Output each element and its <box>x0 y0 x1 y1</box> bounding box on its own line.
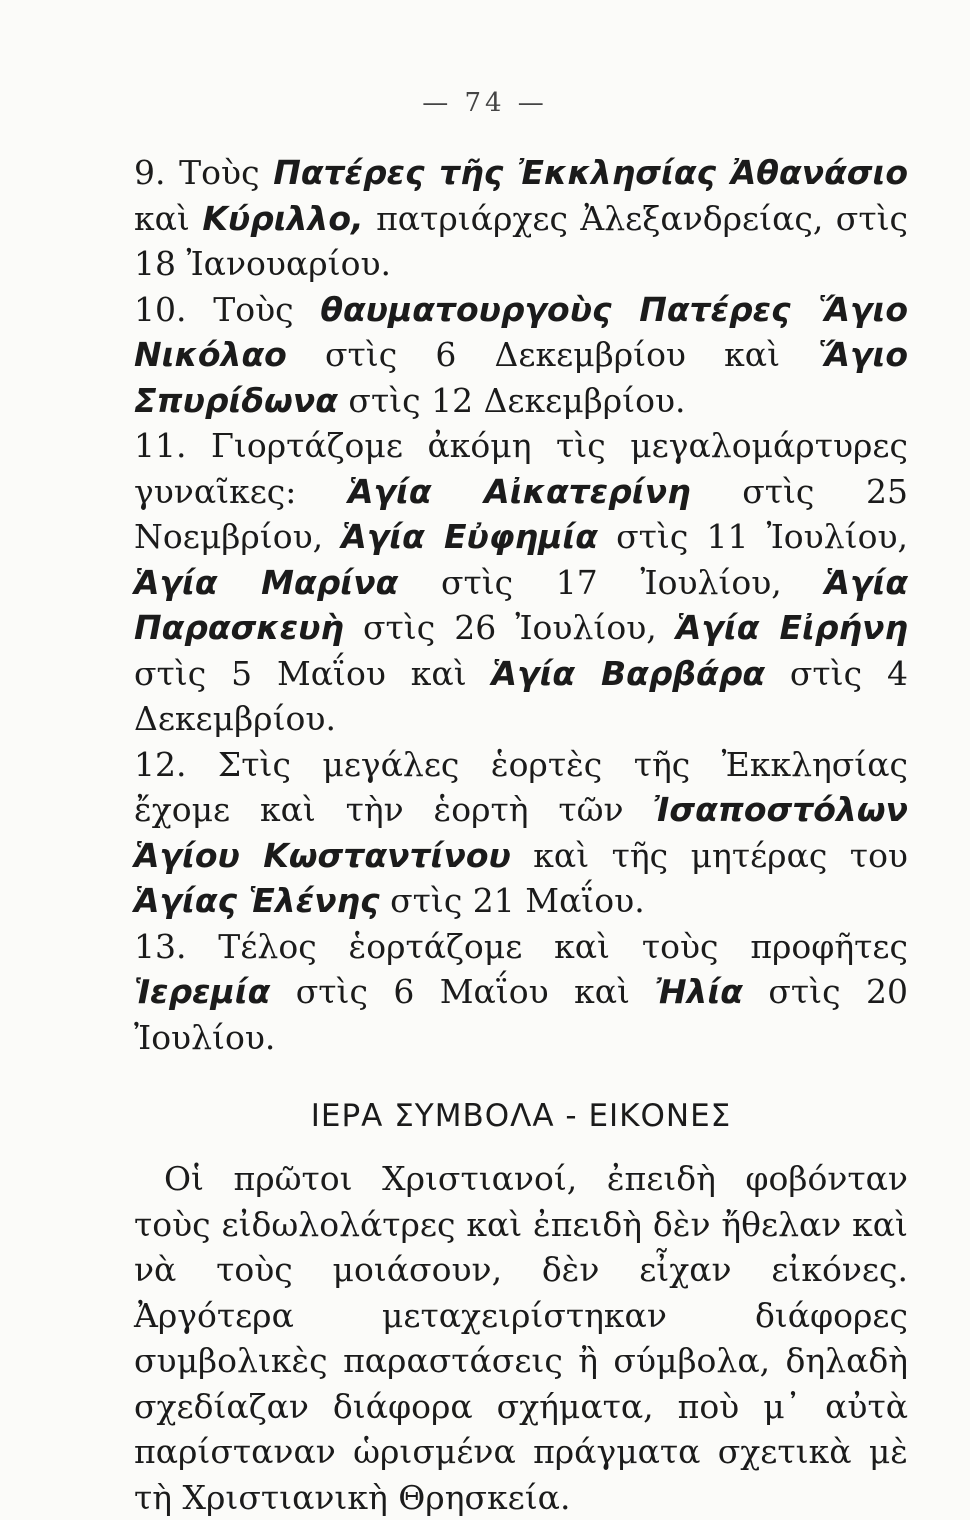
entry-text: Τοὺς <box>165 153 274 192</box>
entry-text: Τέλος ἑορτάζομε καὶ τοὺς προφῆτες <box>186 926 908 966</box>
entry-number: 9. <box>134 153 166 192</box>
entry-emphasis: Ἅγιο Σπυρίδωνα <box>134 335 908 420</box>
entry-text: Στὶς μεγάλες ἑορτὲς τῆς Ἐκκλησίας ἔχομε καὶ τὴν ἑορτὴ τῶν <box>134 744 908 829</box>
entry-text: στὶς 4 Δεκεμβρίου. <box>134 653 908 738</box>
entry-text: στὶς 6 Μαΐου καὶ <box>270 972 656 1011</box>
feast-entry-12 <box>134 742 908 924</box>
entry-text: στὶς 6 Δεκεμβρίου καὶ <box>286 335 819 374</box>
feast-entry-13 <box>134 924 908 1061</box>
entry-number: 12. <box>134 744 187 784</box>
feast-entry-11 <box>134 423 908 742</box>
entry-emphasis: Κύριλλο, <box>202 198 364 238</box>
entry-emphasis: Ἁγία Μαρίνα <box>134 562 399 602</box>
entry-text: στὶς 25 Νοεμβρίου, <box>134 471 908 556</box>
entry-text: στὶς 21 Μαΐου. <box>379 881 645 920</box>
entry-number: 11. <box>134 426 187 465</box>
entry-text: στὶς 26 Ἰουλίου, <box>343 608 676 647</box>
entry-text: Τοὺς <box>186 289 321 329</box>
feast-entry-9 <box>134 150 908 287</box>
section-heading: ΙΕΡΑ ΣΥΜΒΟΛΑ - ΕΙΚΟΝΕΣ <box>310 1098 732 1134</box>
entry-text: στὶς 20 Ἰουλίου. <box>134 972 908 1057</box>
entry-emphasis: Ἠλία <box>655 972 743 1011</box>
entry-text: στὶς 12 Δεκεμβρίου. <box>337 380 686 420</box>
entry-text: στὶς 5 Μαΐου καὶ <box>134 653 492 693</box>
entry-text: στὶς 17 Ἰουλίου, <box>398 562 825 602</box>
entry-emphasis: Ἱερεμία <box>134 972 271 1011</box>
entry-number: 10. <box>134 289 187 329</box>
entry-emphasis: Ἁγία Παρασκευὴ <box>134 562 908 647</box>
page-number: — 74 — <box>422 88 548 118</box>
entry-emphasis: Ἁγία Αἰκατερίνη <box>348 471 691 511</box>
entry-emphasis: Ἁγία Εἰρήνη <box>675 608 908 647</box>
entry-emphasis: Πατέρες τῆς Ἐκκλησίας Ἀθανάσιο <box>273 153 909 192</box>
entry-emphasis: Ἁγία Βαρβάρα <box>491 653 766 693</box>
entry-text: καὶ <box>134 198 203 238</box>
entry-emphasis: θαυματουργοὺς Πατέρες Ἅγιο Νικόλαο <box>134 289 909 374</box>
entry-number: 13. <box>134 926 187 966</box>
section-paragraph: Οἱ πρῶτοι Χριστιανοί, ἐπειδὴ φοβόνταν τοὺς εἰδωλολάτρες καὶ ἐπειδὴ δὲν ἤθελαν καὶ νὰ τοὺς μοιάσουν, δὲν εἶχαν εἰκόνες. Ἀργότερα μεταχειρίστηκαν διάφορες συμβολικὲς παραστάσεις ἢ σύμβολα, δηλαδὴ σχεδίαζαν διάφορα σχήματα, ποὺ μ᾽ αὐτὰ παρίσταναν ὡρισμένα πράγματα σχετικὰ μὲ τὴ Χριστιανικὴ Θρησκεία. <box>134 1159 908 1517</box>
entry-emphasis: Ἁγίας Ἑλένης <box>134 881 380 920</box>
entry-text: στὶς 11 Ἰουλίου, <box>597 517 908 556</box>
page-content <box>134 150 908 1520</box>
entry-emphasis: Ἁγία Εὐφημία <box>341 517 598 556</box>
entry-emphasis: Ἰσαποστόλων Ἁγίου Κωσταντίνου <box>134 790 908 875</box>
entry-text: καὶ τῆς μητέρας του <box>510 835 908 875</box>
entry-text: πατριάρχες Ἀλεξανδρείας, στὶς 18 Ἰανουαρίου. <box>134 198 908 283</box>
feast-entry-10 <box>134 287 908 424</box>
entry-text: Γιορτάζομε ἀκόμη τὶς μεγαλομάρτυρες γυναῖκες: <box>134 426 908 511</box>
